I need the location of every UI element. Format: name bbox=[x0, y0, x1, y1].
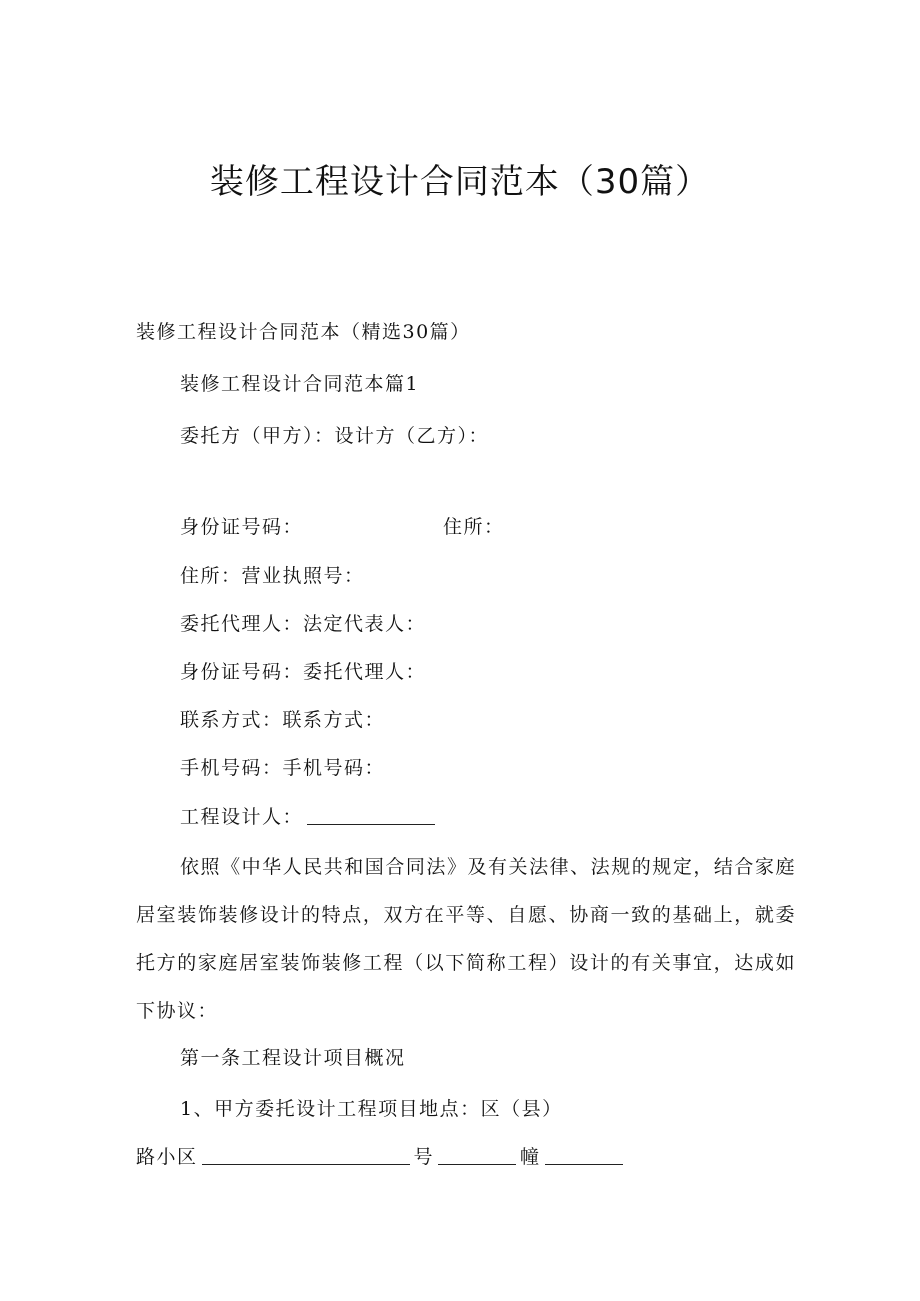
id-agent-line: 身份证号码：委托代理人： bbox=[180, 661, 427, 683]
building-blank bbox=[545, 1144, 623, 1165]
agent-legal-rep-line: 委托代理人：法定代表人： bbox=[180, 613, 427, 635]
document-subtitle: 装修工程设计合同范本（精选30篇） bbox=[136, 321, 471, 343]
road-blank bbox=[202, 1144, 410, 1165]
address-detail-line bbox=[136, 1142, 627, 1172]
road-label: 路小区 bbox=[136, 1146, 198, 1168]
preamble-paragraph: 依照《中华人民共和国合同法》及有关法律、法规的规定，结合家庭居室装饰装修设计的特点，双方在平等、自愿、协商一致的基础上，就委托方的家庭居室装饰装修工程（以下简称工程）设计的有关事宜，达成如下协议： bbox=[136, 856, 796, 1022]
number-blank bbox=[438, 1144, 516, 1165]
designer-line bbox=[180, 802, 439, 832]
designer-blank bbox=[307, 804, 435, 825]
id-address-line bbox=[180, 512, 505, 542]
article-1-heading: 第一条工程设计项目概况 bbox=[180, 1047, 406, 1069]
section-heading: 装修工程设计合同范本篇1 bbox=[180, 373, 420, 395]
contact-line: 联系方式：联系方式： bbox=[180, 709, 386, 731]
article-1-item-1: 1、甲方委托设计工程项目地点：区（县） bbox=[180, 1098, 563, 1120]
address-label-right: 住所： bbox=[443, 516, 505, 538]
mobile-line: 手机号码：手机号码： bbox=[180, 757, 386, 779]
id-number-label: 身份证号码： bbox=[180, 516, 304, 538]
address-license-line: 住所：营业执照号： bbox=[180, 565, 365, 587]
number-label: 号 bbox=[413, 1146, 435, 1168]
document-title: 装修工程设计合同范本（30篇） bbox=[209, 162, 711, 202]
parties-line: 委托方（甲方）：设计方（乙方）： bbox=[180, 425, 490, 447]
designer-label: 工程设计人： bbox=[180, 806, 304, 828]
building-label: 幢 bbox=[520, 1146, 541, 1168]
